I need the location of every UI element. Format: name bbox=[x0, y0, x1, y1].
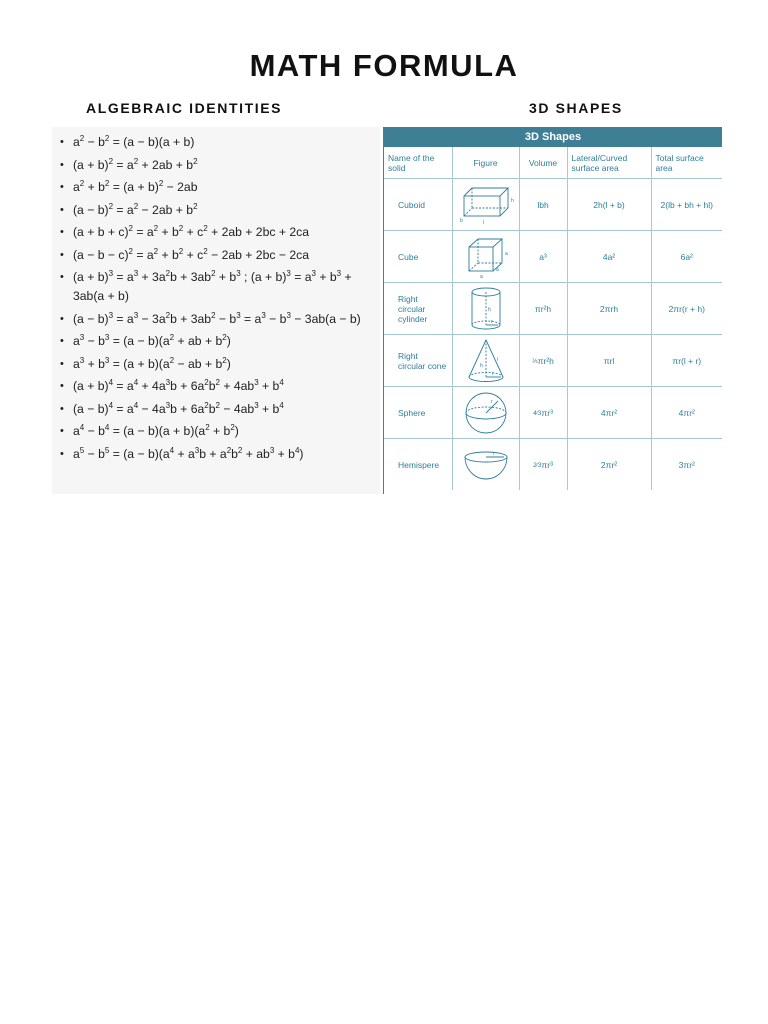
volume-fraction: ⅓ bbox=[532, 357, 538, 365]
identity-item bbox=[52, 246, 380, 265]
volume-cell bbox=[519, 179, 567, 231]
solid-name: Cuboid bbox=[384, 179, 452, 231]
table-row bbox=[384, 335, 722, 387]
lateral-area-cell: 2πrh bbox=[567, 283, 651, 335]
volume-fraction: 2⁄3 bbox=[533, 461, 542, 469]
column-header-total: Total surface area bbox=[651, 147, 722, 179]
svg-text:l: l bbox=[496, 356, 498, 363]
lateral-area-cell: 4a² bbox=[567, 231, 651, 283]
svg-text:a: a bbox=[479, 273, 483, 280]
table-title: 3D Shapes bbox=[384, 127, 722, 147]
cube-figure bbox=[452, 231, 519, 283]
column-header-figure: Figure bbox=[452, 147, 519, 179]
identity-text: $a^4 - b^4 = (a - b)(a + b)(a^2 + b^2)$ bbox=[73, 422, 239, 438]
table-row bbox=[384, 283, 722, 335]
solid-name: Right circular cylinder bbox=[384, 283, 452, 335]
bullet-icon: • bbox=[60, 312, 64, 325]
table-row bbox=[384, 387, 722, 439]
identity-text: $(a - b - c)^2 = a^2 + b^2 + c^2 - 2ab + 2bc - 2ca$ bbox=[73, 246, 309, 262]
volume-formula: lbh bbox=[537, 199, 549, 210]
3d-shapes-table-panel bbox=[383, 127, 722, 494]
svg-text:r: r bbox=[492, 450, 495, 457]
bullet-icon: • bbox=[60, 357, 64, 370]
identity-text: $(a - b)^4 = a^4 - 4a^3b + 6a^2b^2 - 4ab^3 + b^4$ bbox=[73, 400, 284, 416]
volume-cell bbox=[519, 231, 567, 283]
svg-text:r: r bbox=[490, 398, 493, 405]
identity-item bbox=[52, 156, 380, 175]
total-area-cell: 6a² bbox=[651, 231, 722, 283]
total-area-cell: 2πr(r + h) bbox=[651, 283, 722, 335]
identity-item bbox=[52, 178, 380, 197]
identity-item bbox=[52, 223, 380, 242]
bullet-icon: • bbox=[60, 226, 64, 238]
svg-text:a: a bbox=[495, 266, 499, 273]
cylinder-figure bbox=[452, 283, 519, 335]
lateral-area-cell: 4πr² bbox=[567, 387, 651, 439]
identity-item bbox=[52, 332, 380, 351]
identity-item bbox=[52, 355, 380, 374]
identity-text: $(a + b + c)^2 = a^2 + b^2 + c^2 + 2ab + 2bc + 2ca$ bbox=[73, 223, 309, 239]
identity-item bbox=[52, 201, 380, 220]
identity-text: $a^5 - b^5 = (a - b)(a^4 + a^3b + a^2b^2 + ab^3 + b^4)$ bbox=[73, 445, 304, 461]
lateral-area-cell: πrl bbox=[567, 335, 651, 387]
bullet-icon: • bbox=[60, 271, 64, 283]
svg-text:h: h bbox=[479, 362, 483, 369]
solid-name: Right circular cone bbox=[384, 335, 452, 387]
volume-cell bbox=[519, 335, 567, 387]
identity-text: $a^3 + b^3 = (a + b)(a^2$ − ab + $b^2$) bbox=[73, 355, 231, 371]
lateral-area-cell: 2πr² bbox=[567, 439, 651, 491]
bullet-icon: • bbox=[60, 136, 64, 148]
bullet-icon: • bbox=[60, 425, 64, 437]
identity-item bbox=[52, 422, 380, 441]
identity-text: $(a - b)^2 = a^2 - 2ab + b^2$ bbox=[73, 201, 198, 217]
identity-item bbox=[52, 400, 380, 419]
cone-figure bbox=[452, 335, 519, 387]
volume-formula: πr³ bbox=[541, 459, 553, 470]
identity-item bbox=[52, 377, 380, 396]
solid-name: Sphere bbox=[384, 387, 452, 439]
svg-text:b: b bbox=[459, 217, 463, 224]
svg-text:h: h bbox=[487, 306, 491, 313]
identity-text: $(a + b)^2 = a^2 + 2ab + b^2$ bbox=[73, 156, 198, 172]
bullet-icon: • bbox=[60, 181, 64, 193]
identity-text: $(a + b)^4 = a^4 + 4a^3b + 6a^2b^2 + 4ab^3 + b^4$ bbox=[73, 377, 284, 393]
identity-text: $a^2 - b^2 = (a - b)(a + b)$ bbox=[73, 133, 195, 149]
table-row bbox=[384, 439, 722, 491]
identity-text: $(a - b)^3 = a^3 - 3a^2b + 3ab^2 - b^3 = a^3 - b^3 - 3ab(a - b)$ bbox=[73, 310, 361, 326]
volume-cell bbox=[519, 439, 567, 491]
volume-formula: πr²h bbox=[534, 303, 552, 314]
sphere-figure bbox=[452, 387, 519, 439]
column-header-volume: Volume bbox=[519, 147, 567, 179]
identity-item bbox=[52, 445, 380, 464]
table-row bbox=[384, 179, 722, 231]
shapes-table bbox=[384, 147, 722, 490]
page-title: MATH FORMULA bbox=[249, 48, 519, 83]
bullet-icon: • bbox=[60, 158, 64, 171]
total-area-cell: 2(lb + bh + hl) bbox=[651, 179, 722, 231]
lateral-area-cell: 2h(l + b) bbox=[567, 179, 651, 231]
table-row bbox=[384, 231, 722, 283]
cuboid-figure bbox=[452, 179, 519, 231]
identity-list bbox=[52, 127, 380, 464]
identity-item bbox=[52, 133, 380, 152]
identity-text: $a^3 - b^3 = (a - b)(a^2$ + ab + $b^2$) bbox=[73, 332, 231, 348]
algebraic-identities-heading: ALGEBRAIC IDENTITIES bbox=[86, 100, 283, 116]
bullet-icon: • bbox=[60, 402, 64, 415]
total-area-cell: πr(l + r) bbox=[651, 335, 722, 387]
identity-item bbox=[52, 268, 380, 306]
svg-text:h: h bbox=[510, 197, 514, 204]
bullet-icon: • bbox=[60, 203, 64, 216]
svg-text:a: a bbox=[504, 250, 508, 257]
volume-cell bbox=[519, 387, 567, 439]
bullet-icon: • bbox=[60, 380, 64, 392]
total-area-cell: 4πr² bbox=[651, 387, 722, 439]
volume-cell bbox=[519, 283, 567, 335]
volume-formula: πr³ bbox=[541, 407, 553, 418]
hemisphere-figure bbox=[452, 439, 519, 491]
identity-text: $a^2 + b^2 = (a + b)^2 - 2ab$ bbox=[73, 178, 198, 194]
solid-name: Cube bbox=[384, 231, 452, 283]
svg-text:r: r bbox=[490, 318, 493, 325]
identity-item bbox=[52, 310, 380, 329]
solid-name: Hemispere bbox=[384, 439, 452, 491]
identity-text: $(a + b)^3 = a^3 + 3a^2b + 3ab^2 + b^3$ ; $(a + b)^3 = a^3 + b^3 + 3ab(a + b)$ bbox=[73, 268, 352, 303]
volume-fraction: 4⁄3 bbox=[533, 409, 542, 417]
bullet-icon: • bbox=[60, 447, 64, 460]
svg-text:l: l bbox=[482, 219, 484, 226]
bullet-icon: • bbox=[60, 335, 64, 347]
volume-formula: a³ bbox=[539, 251, 547, 262]
column-header-lateral: Lateral/Curved surface area bbox=[567, 147, 651, 179]
volume-formula: πr²h bbox=[537, 355, 554, 366]
bullet-icon: • bbox=[60, 248, 64, 261]
algebraic-identities-panel bbox=[52, 127, 380, 494]
total-area-cell: 3πr² bbox=[678, 459, 695, 470]
svg-text:r: r bbox=[491, 370, 494, 377]
3d-shapes-heading: 3D SHAPES bbox=[529, 100, 623, 116]
column-header-name: Name of the solid bbox=[384, 147, 452, 179]
